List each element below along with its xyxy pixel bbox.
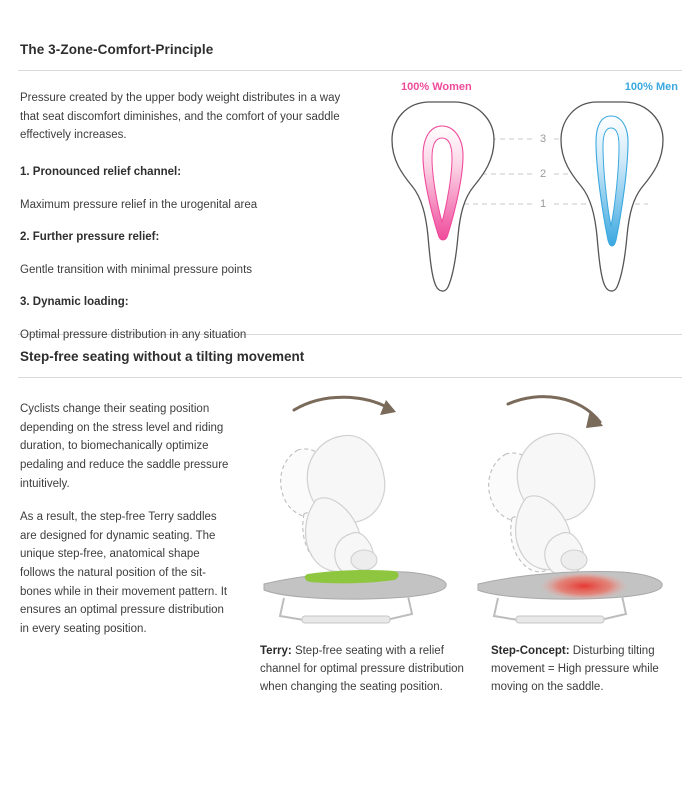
pressure-zone-red <box>540 572 628 600</box>
sit-bone-right <box>561 550 587 570</box>
point-3-text: Optimal pressure distribution in any situation <box>20 329 247 341</box>
zone-label-3: 3 <box>539 133 547 145</box>
section-1-title: The 3-Zone-Comfort-Principle <box>20 42 214 57</box>
arrow-left-icon <box>294 397 392 410</box>
section-1-text-block <box>20 89 350 359</box>
mens-saddle-outline <box>561 102 663 291</box>
caption-step-concept <box>491 643 696 697</box>
womens-saddle-outline <box>392 102 494 291</box>
caption-step-concept-label: Step-Concept: <box>491 645 570 657</box>
caption-step-concept-text: Disturbing tilting movement = High pressure while moving on the saddle. <box>491 645 659 693</box>
section-1-lead: Pressure created by the upper body weight distributes in a way that seat discomfort diminishes, and the comfort of your saddle effectively increases. <box>20 92 341 142</box>
terry-figure <box>264 397 446 623</box>
step-concept-figure <box>478 397 662 623</box>
section-2-paragraph-1: Cyclists change their seating position depending on the stress level and riding duration, to biomechanically optimize pedaling and reduce the saddle pressure intuitively. <box>20 403 229 490</box>
seating-figures <box>246 388 696 718</box>
label-women: 100% Women <box>401 81 472 93</box>
saddle-comparison-diagram <box>368 76 688 316</box>
seating-comparison-svg <box>246 388 696 638</box>
section-1-body <box>18 71 682 341</box>
saddle-svg <box>368 76 688 316</box>
zone-label-2: 2 <box>539 168 547 180</box>
section-2-text-block <box>20 400 236 654</box>
point-1-text: Maximum pressure relief in the urogenital area <box>20 198 258 211</box>
section-2-body <box>18 378 682 718</box>
point-3-heading: 3. Dynamic loading: <box>20 296 129 309</box>
point-2-heading: 2. Further pressure relief: <box>20 231 160 244</box>
point-1-heading: 1. Pronounced relief channel: <box>20 165 182 178</box>
arrow-right-icon <box>508 397 600 422</box>
section-2-paragraph-2: As a result, the step-free Terry saddles are designed for dynamic seating. The unique step-free, anatomical shape follows the natural position of the sit-bones while in their movement pattern. It ensures an optimal pressure distribution in every seating position. <box>20 511 228 635</box>
point-2-text: Gentle transition with minimal pressure points <box>20 263 253 276</box>
caption-terry-text: Step-free seating with a relief channel for optimal pressure distribution when changing the seating position. <box>260 645 464 693</box>
zone-label-1: 1 <box>539 198 547 210</box>
caption-terry <box>260 643 465 697</box>
caption-terry-label: Terry: <box>260 645 292 657</box>
label-men: 100% Men <box>624 81 678 93</box>
section-2-title: Step-free seating without a tilting movement <box>20 349 305 364</box>
sit-bone-left <box>351 550 377 570</box>
